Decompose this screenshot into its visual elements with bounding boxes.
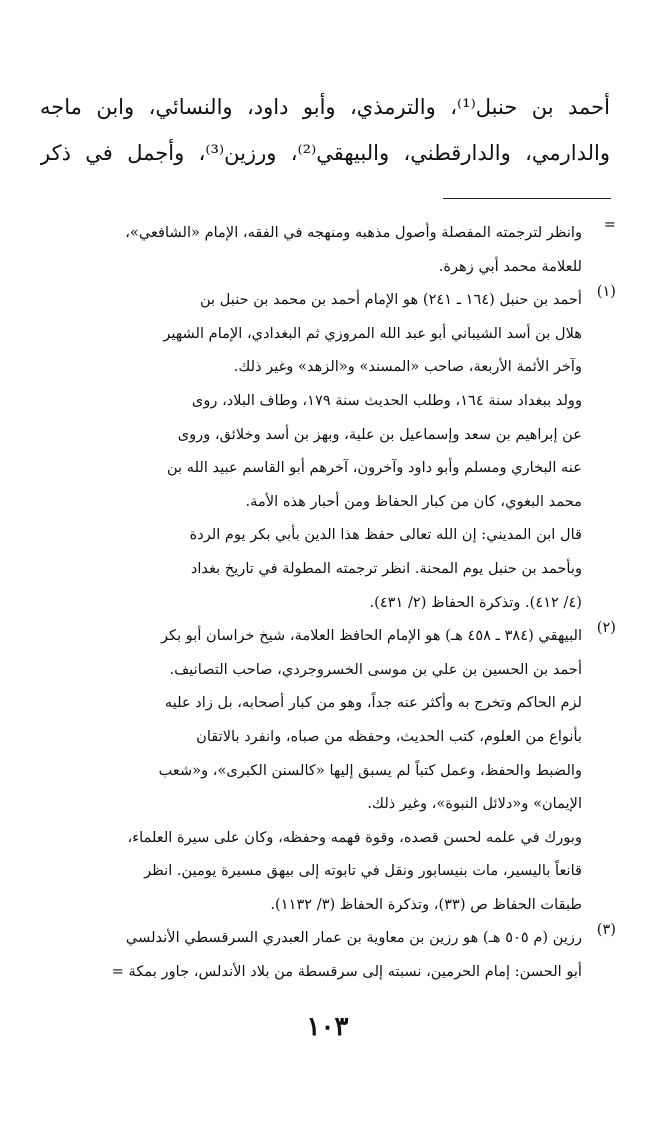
footnote-line: (٤/ ٤١٢). وتذكرة الحفاظ (٢/ ٤٣١).	[369, 593, 582, 611]
footnote-line: قانعاً باليسير، مات بنيسابور ونقل في تابوته إلى بيهق مسيرة يومين. انظر	[144, 862, 582, 880]
page-number: ١٠٣	[306, 1012, 349, 1042]
footnote-line: وانظر لترجمته المفصلة وأصول مذهبه ومنهجه في الفقه، الإمام «الشافعي»،	[125, 224, 582, 241]
footnote-line: وبورك في علمه لحسن قصده، وقوة فهمه وحفظه، وكان على سيرة العلماء،	[127, 828, 582, 846]
footnote-1	[30, 283, 616, 619]
footnote-line: أبو الحسن: إمام الحرمين، نسبته إلى سرقسطة من بلاد الأندلس، جاور بمكة =	[111, 963, 582, 981]
footnote-line: وبأحمد بن حنبل يوم المحنة. انظر ترجمته المطولة في تاريخ بغداد	[190, 559, 582, 577]
footnote-continued	[30, 216, 616, 283]
footnote-line: رزين (م ٥٠٥ هـ) هو رزين بن معاوية بن عمار العبدري السرقسطي الأندلسي	[125, 929, 582, 947]
footnote-line: لزم الحاكم وتخرج به وأكثر عنه جداً، وهو من كبار أصحابه، بل زاد عليه	[164, 694, 582, 712]
footnote-3	[30, 921, 616, 988]
footnote-marker: (١)	[596, 283, 616, 301]
main-text	[40, 84, 610, 176]
footnote-line: البيهقي (٣٨٤ ـ ٤٥٨ هـ) هو الإمام الحافظ العلامة، شيخ خراسان أبو بكر	[160, 627, 582, 645]
footnote-line: والضبط والحفظ، وعمل كتباً لم يسبق إليها «كالسنن الكبرى»، و«شعب	[158, 761, 582, 779]
footnote-line: هلال بن أسد الشيباني أبو عبد الله المروزي ثم البغدادي، الإمام الشهير	[163, 324, 582, 342]
footnotes	[30, 216, 616, 989]
footnote-2	[30, 619, 616, 921]
footnote-line: الإيمان» و«دلائل النبوة»، وغير ذلك.	[367, 795, 582, 813]
footnote-marker: (٣)	[596, 921, 616, 939]
footnote-line: قال ابن المديني: إن الله تعالى حفظ هذا الدين بأبي بكر يوم الردة	[189, 526, 582, 544]
footnote-line: طبقات الحفاظ ص (٣٣)، وتذكرة الحفاظ (٣/ ١١٣٢).	[270, 895, 582, 913]
footnote-line: وآخر الأئمة الأربعة، صاحب «المسند» و«الزهد» وغير ذلك.	[233, 358, 582, 376]
footnote-marker: (٢)	[596, 619, 616, 637]
footnote-line: عنه البخاري ومسلم وأبو داود وآخرون، آخرهم أبو القاسم عبيد الله بن	[166, 459, 582, 477]
main-text-line: والدارمي، والدارقطني، والبيهقي⁽²⁾، ورزين⁽³⁾، وأجمل في ذكر	[40, 141, 610, 165]
footnote-line: أحمد بن الحسين بن علي بن موسى الخسروجردي، صاحب التصانيف.	[169, 660, 582, 678]
footnote-line: وولد ببغداد سنة ١٦٤، وطلب الحديث سنة ١٧٩، وطاف البلاد، روى	[191, 391, 582, 409]
footnote-line: بأنواع من العلوم، كتب الحديث، وحفظه من صباه، وانفرد بالاتقان	[196, 727, 582, 745]
footnote-separator	[443, 198, 611, 199]
footnote-line: للعلامة محمد أبي زهرة.	[438, 257, 582, 275]
main-text-line: أحمد بن حنبل⁽¹⁾، والترمذي، وأبو داود، والنسائي، وابن ماجه	[40, 95, 610, 119]
footnote-line: عن إبراهيم بن سعد وإسماعيل بن علية، وبهز بن أسد وخلائق، وروى	[177, 425, 582, 443]
footnote-marker: =	[603, 216, 616, 233]
footnote-line: أحمد بن حنبل (١٦٤ ـ ٢٤١) هو الإمام أحمد بن محمد بن حنبل بن	[199, 291, 582, 309]
footnote-line: محمد البغوي، كان من كبار الحفاظ ومن أحبار هذه الأمة.	[245, 492, 582, 510]
